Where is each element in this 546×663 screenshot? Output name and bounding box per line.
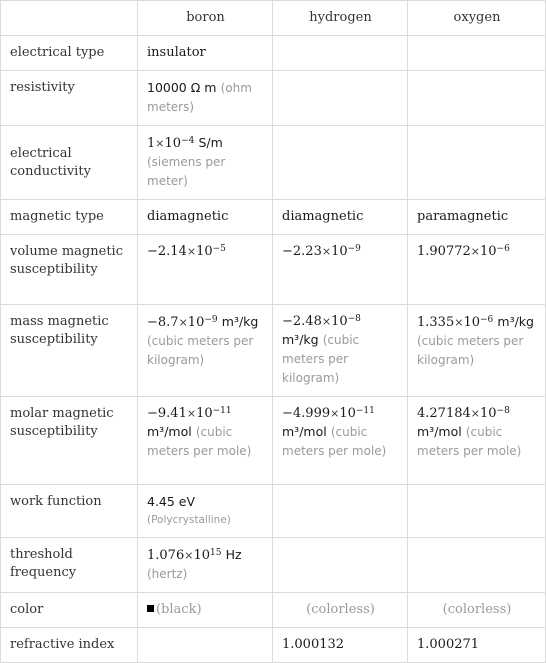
row-electrical-type — [1, 36, 546, 71]
row-conductivity — [1, 126, 546, 200]
unit: (ohm meters) — [147, 81, 252, 114]
header-empty — [1, 1, 138, 36]
label-volume-susceptibility: volume magnetic susceptibility — [1, 235, 138, 305]
header-oxygen: oxygen — [408, 1, 546, 36]
row-color — [1, 593, 546, 628]
oxygen-molar-susceptibility: $4.27184\times 10^{-8}$ m³/mol (cubic meters per mole) — [408, 397, 546, 485]
hydrogen-color: (colorless) — [273, 593, 408, 628]
label-work-function: work function — [1, 485, 138, 538]
row-magnetic-type — [1, 200, 546, 235]
header-row — [1, 1, 546, 36]
label-mass-susceptibility: mass magnetic susceptibility — [1, 305, 138, 397]
boron-work-function: 4.45 eV (Polycrystalline) — [138, 485, 273, 538]
boron-conductivity: $1\times 10^{-4}$ S/m (siemens per meter) — [138, 126, 273, 200]
boron-molar-susceptibility: $-9.41\times 10^{-11}$ m³/mol (cubic meters per mole) — [138, 397, 273, 485]
label-electrical-type: electrical type — [1, 36, 138, 71]
boron-resistivity — [138, 71, 273, 126]
boron-electrical-type: insulator — [138, 36, 273, 71]
row-volume-susceptibility — [1, 235, 546, 305]
oxygen-refractive-index: 1.000271 — [408, 628, 546, 663]
label-conductivity: electrical conductivity — [1, 126, 138, 200]
boron-magnetic-type: diamagnetic — [138, 200, 273, 235]
boron-color: (black) — [138, 593, 273, 628]
label-magnetic-type: magnetic type — [1, 200, 138, 235]
hydrogen-mass-susceptibility: $-2.48\times 10^{-8}$ m³/kg (cubic meters per kilogram) — [273, 305, 408, 397]
hydrogen-refractive-index: 1.000132 — [273, 628, 408, 663]
oxygen-magnetic-type: paramagnetic — [408, 200, 546, 235]
row-mass-susceptibility — [1, 305, 546, 397]
header-hydrogen: hydrogen — [273, 1, 408, 36]
boron-threshold-frequency: $1.076\times 10^{15}$ Hz (hertz) — [138, 538, 273, 593]
row-work-function — [1, 485, 546, 538]
hydrogen-magnetic-type: diamagnetic — [273, 200, 408, 235]
oxygen-mass-susceptibility: $1.335\times 10^{-6}$ m³/kg (cubic meters per kilogram) — [408, 305, 546, 397]
header-boron: boron — [138, 1, 273, 36]
oxygen-volume-susceptibility: $1.90772\times 10^{-6}$ — [408, 235, 546, 305]
value: 10000 Ω m — [147, 80, 217, 95]
row-resistivity — [1, 71, 546, 126]
boron-volume-susceptibility: $-2.14\times 10^{-5}$ — [138, 235, 273, 305]
black-color-swatch — [147, 605, 154, 612]
label-resistivity: resistivity — [1, 71, 138, 126]
row-threshold-frequency — [1, 538, 546, 593]
label-molar-susceptibility: molar magnetic susceptibility — [1, 397, 138, 485]
label-color: color — [1, 593, 138, 628]
boron-mass-susceptibility: $-8.7\times 10^{-9}$ m³/kg (cubic meters per kilogram) — [138, 305, 273, 397]
hydrogen-molar-susceptibility: $-4.999\times 10^{-11}$ m³/mol (cubic meters per mole) — [273, 397, 408, 485]
oxygen-color: (colorless) — [408, 593, 546, 628]
label-refractive-index: refractive index — [1, 628, 138, 663]
hydrogen-volume-susceptibility: $-2.23\times 10^{-9}$ — [273, 235, 408, 305]
label-threshold-frequency: threshold frequency — [1, 538, 138, 593]
row-refractive-index — [1, 628, 546, 663]
row-molar-susceptibility — [1, 397, 546, 485]
